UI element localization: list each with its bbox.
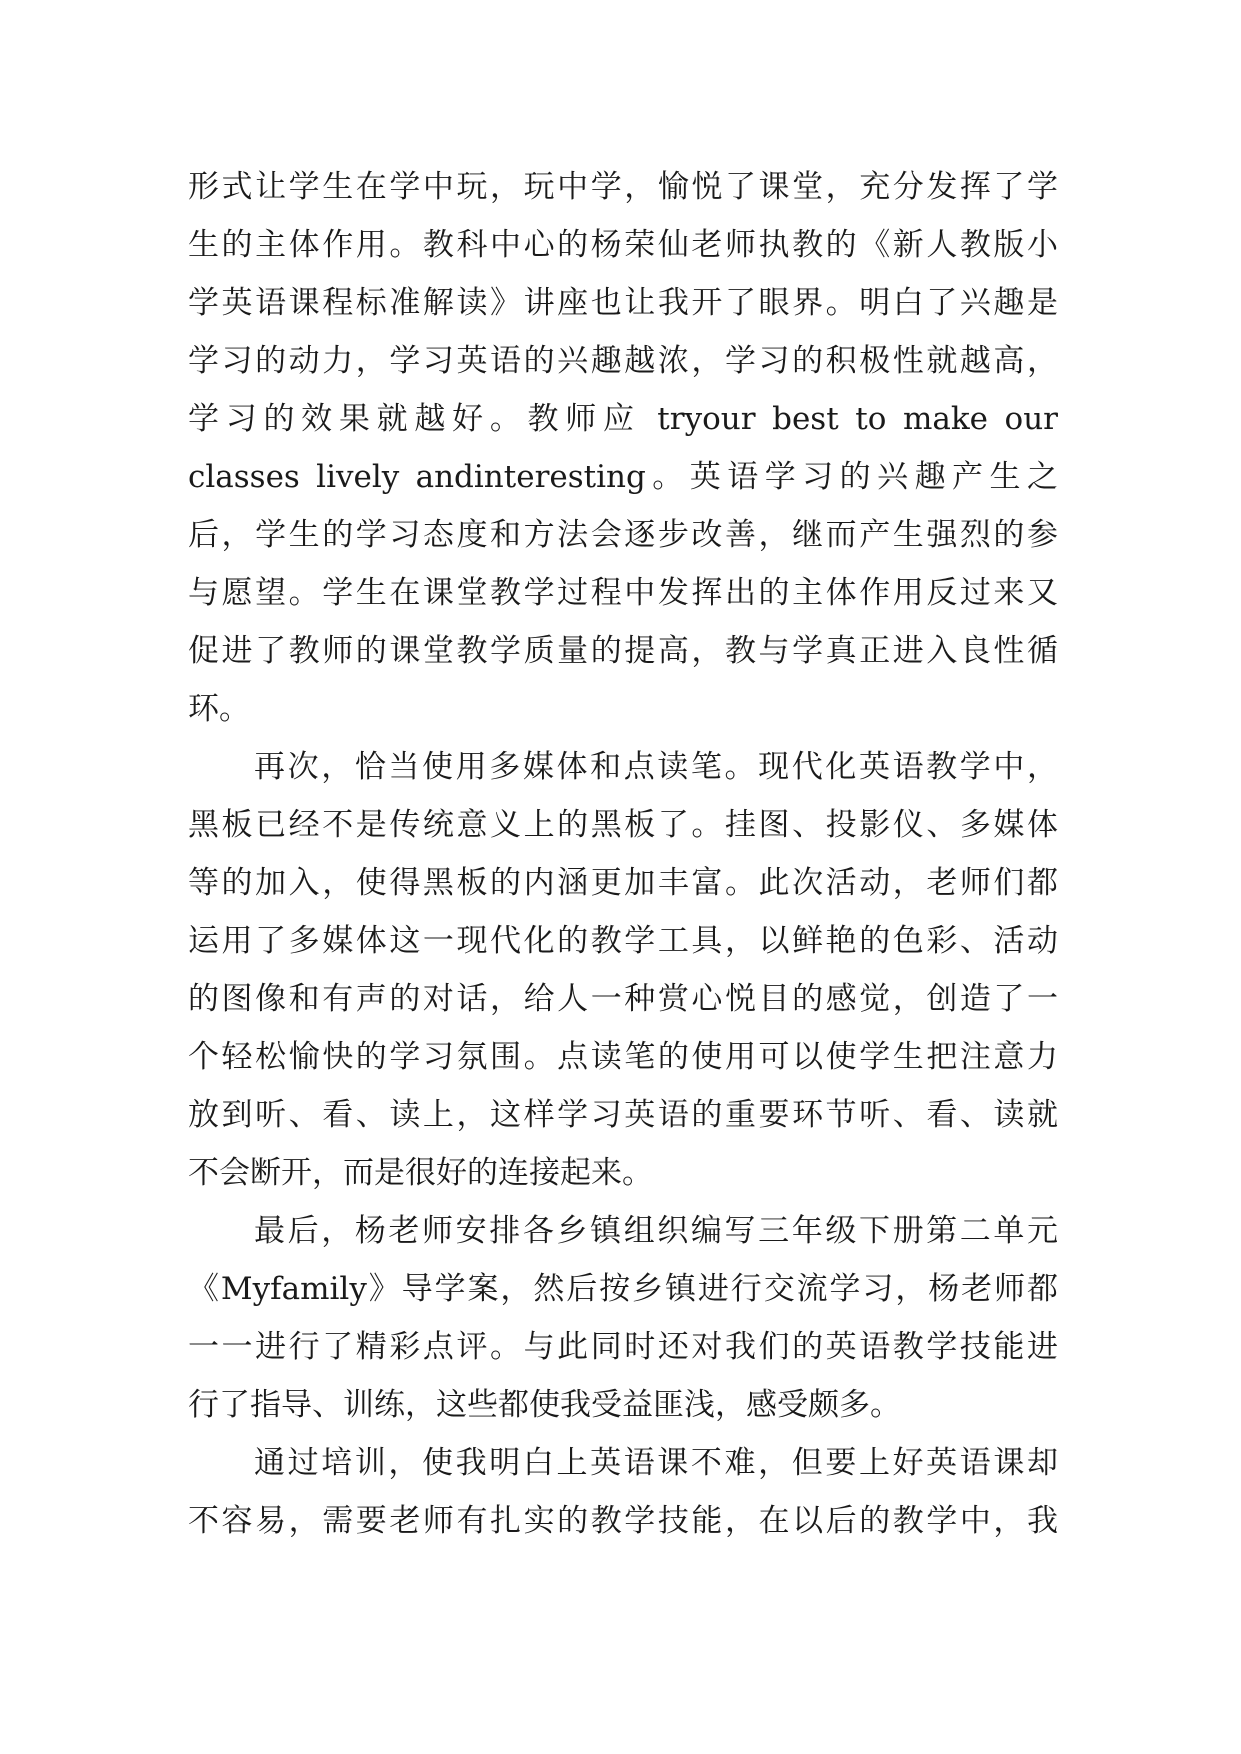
text-line: 促进了教师的课堂教学质量的提高，教与学真正进入良性循 bbox=[188, 633, 1058, 669]
paragraph-4 bbox=[188, 1434, 1058, 1550]
text-line: 不容易，需要老师有扎实的教学技能，在以后的教学中，我 bbox=[188, 1503, 1058, 1539]
text-line: 学习的动力，学习英语的兴趣越浓，学习的积极性就越高， bbox=[188, 343, 1058, 379]
text-line: 的图像和有声的对话，给人一种赏心悦目的感觉，创造了一 bbox=[188, 981, 1058, 1017]
paragraph-3 bbox=[188, 1202, 1058, 1434]
text-line: 形式让学生在学中玩，玩中学，愉悦了课堂，充分发挥了学 bbox=[188, 169, 1058, 205]
document-body bbox=[188, 158, 1058, 1550]
text-line: 与愿望。学生在课堂教学过程中发挥出的主体作用反过来又 bbox=[188, 575, 1058, 611]
paragraph-1 bbox=[188, 158, 1058, 738]
text-line: 环。 bbox=[188, 691, 250, 727]
text-line: 学习的效果就越好。教师应 tryour best to make our bbox=[188, 401, 1058, 437]
text-line: 不会断开，而是很好的连接起来。 bbox=[188, 1155, 653, 1191]
text-line: 个轻松愉快的学习氛围。点读笔的使用可以使学生把注意力 bbox=[188, 1039, 1058, 1075]
text-line: 等的加入，使得黑板的内涵更加丰富。此次活动，老师们都 bbox=[188, 865, 1058, 901]
text-line: 再次，恰当使用多媒体和点读笔。现代化英语教学中， bbox=[254, 749, 1058, 785]
paragraph-2 bbox=[188, 738, 1058, 1202]
text-line: 生的主体作用。教科中心的杨荣仙老师执教的《新人教版小 bbox=[188, 227, 1058, 263]
text-line: 学英语课程标准解读》讲座也让我开了眼界。明白了兴趣是 bbox=[188, 285, 1058, 321]
text-line: 放到听、看、读上，这样学习英语的重要环节听、看、读就 bbox=[188, 1097, 1058, 1133]
text-line: 一一进行了精彩点评。与此同时还对我们的英语教学技能进 bbox=[188, 1329, 1058, 1365]
text-line: classes lively andinteresting。英语学习的兴趣产生之 bbox=[188, 459, 1058, 495]
text-line: 行了指导、训练，这些都使我受益匪浅，感受颇多。 bbox=[188, 1387, 901, 1423]
text-line: 通过培训，使我明白上英语课不难，但要上好英语课却 bbox=[254, 1445, 1058, 1481]
text-line: 最后，杨老师安排各乡镇组织编写三年级下册第二单元 bbox=[254, 1213, 1058, 1249]
text-line: 运用了多媒体这一现代化的教学工具，以鲜艳的色彩、活动 bbox=[188, 923, 1058, 959]
text-line: 后，学生的学习态度和方法会逐步改善，继而产生强烈的参 bbox=[188, 517, 1058, 553]
text-line: 《Myfamily》导学案，然后按乡镇进行交流学习，杨老师都 bbox=[188, 1271, 1058, 1307]
text-line: 黑板已经不是传统意义上的黑板了。挂图、投影仪、多媒体 bbox=[188, 807, 1058, 843]
